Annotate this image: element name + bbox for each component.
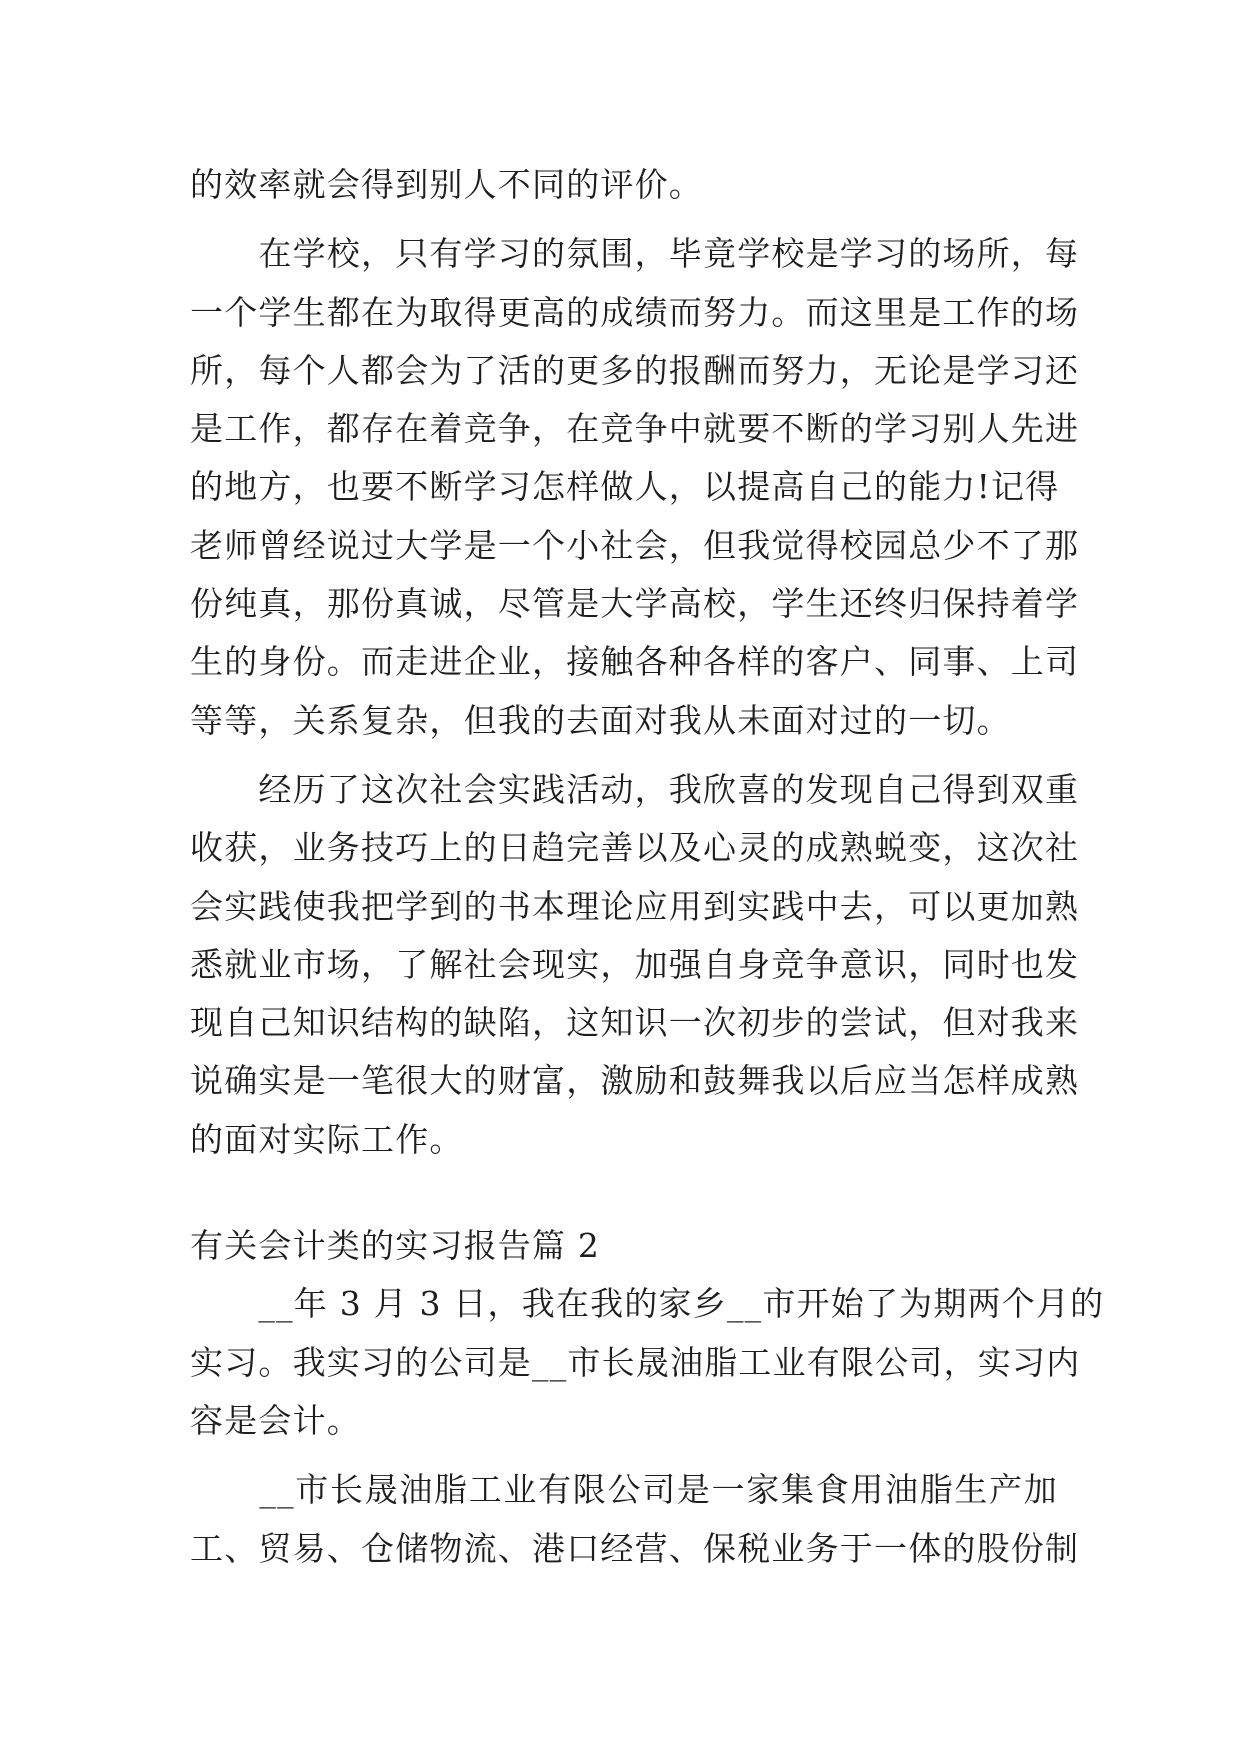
text-line: 生的身份。而走进企业，接触各种各样的客户、同事、上司 bbox=[190, 642, 1080, 682]
paragraph bbox=[190, 1275, 1105, 1450]
text-line: 所，每个人都会为了活的更多的报酬而努力，无论是学习还 bbox=[190, 350, 1080, 390]
document-body bbox=[190, 156, 1105, 1578]
paragraph bbox=[190, 1461, 1080, 1578]
text-line: 现自己知识结构的缺陷，这知识一次初步的尝试，但对我来 bbox=[190, 1003, 1080, 1043]
text-line: 实习。我实习的公司是__市长晟油脂工业有限公司，实习内 bbox=[190, 1342, 1081, 1382]
text-line: 的地方，也要不断学习怎样做人，以提高自己的能力!记得 bbox=[190, 467, 1060, 507]
text-line: 悉就业市场，了解社会现实，加强自身竞争意识，同时也发 bbox=[190, 944, 1080, 984]
text-line: 的效率就会得到别人不同的评价。 bbox=[190, 165, 703, 204]
text-line: 会实践使我把学到的书本理论应用到实践中去，可以更加熟 bbox=[190, 886, 1080, 926]
text-line: 的面对实际工作。 bbox=[190, 1119, 464, 1159]
text-line: 一个学生都在为取得更高的成绩而努力。而这里是工作的场 bbox=[190, 292, 1080, 332]
paragraph-gap bbox=[190, 214, 1058, 225]
text-line: 等等，关系复杂，但我的去面对我从未面对过的一切。 bbox=[190, 700, 1011, 740]
text-line: 工、贸易、仓储物流、港口经营、保税业务于一体的股份制 bbox=[190, 1528, 1080, 1568]
paragraph bbox=[190, 761, 1080, 1169]
text-line: 收获，业务技巧上的日趋完善以及心灵的成熟蜕变，这次社 bbox=[190, 828, 1080, 868]
paragraph-gap bbox=[190, 750, 1058, 761]
text-line: 经历了这次社会实践活动，我欣喜的发现自己得到双重 bbox=[190, 769, 1080, 809]
paragraph bbox=[190, 156, 1058, 214]
paragraph bbox=[190, 225, 1080, 750]
section-heading: 有关会计类的实习报告篇 2 bbox=[190, 1226, 601, 1266]
paragraph-gap bbox=[190, 1450, 1058, 1461]
text-line: __市长晟油脂工业有限公司是一家集食用油脂生产加 bbox=[190, 1470, 1058, 1510]
text-line: 容是会计。 bbox=[190, 1400, 361, 1440]
text-line: 说确实是一笔很大的财富，激励和鼓舞我以后应当怎样成熟 bbox=[190, 1061, 1080, 1101]
section-gap bbox=[190, 1169, 1058, 1217]
text-line: 是工作，都存在着竞争，在竞争中就要不断的学习别人先进 bbox=[190, 409, 1080, 449]
text-line: 份纯真，那份真诚，尽管是大学高校，学生还终归保持着学 bbox=[190, 584, 1080, 624]
text-line: 老师曾经说过大学是一个小社会，但我觉得校园总少不了那 bbox=[190, 525, 1080, 565]
text-line: __年 3 月 3 日，我在我的家乡__市开始了为期两个月的 bbox=[190, 1284, 1105, 1324]
text-line: 在学校，只有学习的氛围，毕竟学校是学习的场所，每 bbox=[190, 234, 1080, 274]
